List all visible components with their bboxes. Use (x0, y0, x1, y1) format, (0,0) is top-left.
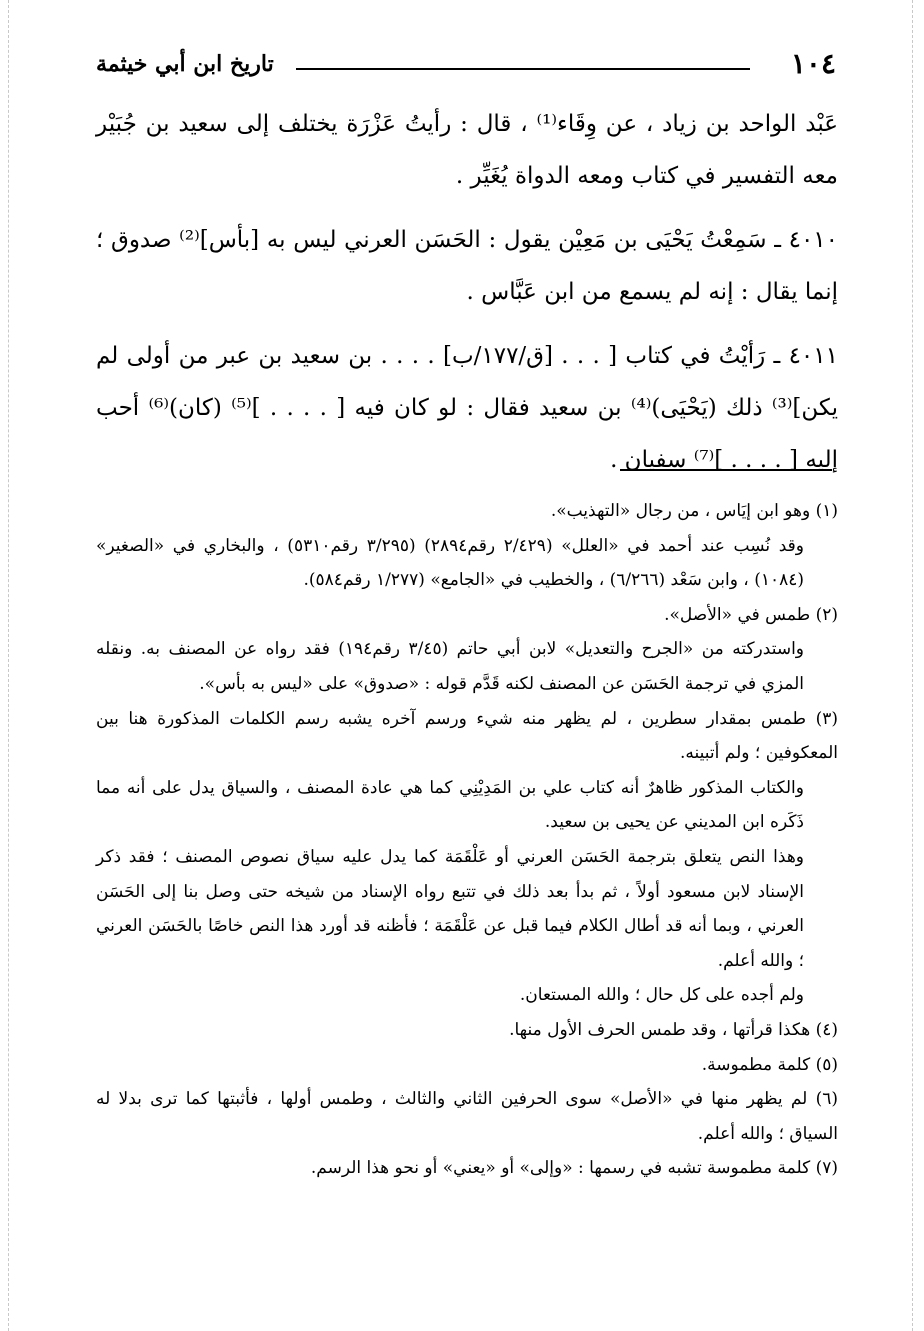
footnote: (٧) كلمة مطموسة تشبه في رسمها : «وإلى» أو «يعني» أو نحو هذا الرسم. (310, 1158, 838, 1179)
footnotes (96, 494, 838, 1186)
footnote: والكتاب المذكور ظاهرٌ أنه كتاب علي بن المَدِيْنِي كما هي عادة المصنف ، والسياق يدل على أنه مما ذَكَره ابن المديني عن يحيى بن سعيد. (96, 777, 804, 833)
footnote: وهذا النص يتعلق بترجمة الحَسَن العرني أو عَلْقَمَة كما يدل عليه سياق نصوص المصنف ؛ فقد ذكر الإسناد لابن مسعود أولاً ، ثم بدأ بعد ذلك في تتبع رواه الإسناد من شيخه حتى وصل بنا إلى الحَسَن العرني ، وبما أنه قد أطال الكلام فيما قبل عن عَلْقَمَة ؛ فأظنه قد أورد هذا النص خاصًا بالحَسَن العرني ؛ والله أعلم. (96, 846, 804, 971)
footnote: واستدركته من «الجرح والتعديل» لابن أبي حاتم (٣/٤٥ رقم١٩٤) فقد رواه عن المصنف به. ونقله المزي في ترجمة الحَسَن عن المصنف لكنه قَدَّم قوله : «صدوق» على «ليس به بأس». (96, 639, 804, 694)
footnote: (١) وهو ابن إيَاس ، من رجال «التهذيب». (550, 501, 838, 521)
page-header (96, 44, 836, 88)
scan-edge-right (912, 0, 914, 1331)
main-paragraph: عَبْد الواحد بن زياد ، عن وِقَاء⁽¹⁾ ، قال : رأيتُ عَزْرَة يختلف إلى سعيد بن جُبَيْر معه التفسير في كتاب ومعه الدواة يُغَيِّر . (96, 111, 838, 189)
footnote: ولم أجده على كل حال ؛ والله المستعان. (519, 985, 804, 1006)
footnote: (٣) طمس بمقدار سطرين ، لم يظهر منه شيء ورسم آخره يشبه رسم الكلمات المذكورة هنا بين المعكوفين ؛ ولم أتبينه. (96, 708, 838, 764)
main-text (96, 98, 838, 486)
header-rule (296, 68, 750, 70)
scan-edge-left (8, 0, 10, 1331)
main-paragraph: ٤٠١٠ ـ سَمِعْتُ يَحْيَى بن مَعِيْن يقول : الحَسَن العرني ليس به [بأس]⁽²⁾ صدوق ؛ إنما يقال : إنه لم يسمع من ابن عَبَّاس . (96, 227, 839, 305)
footnote: (٥) كلمة مطموسة. (701, 1054, 838, 1075)
footnote: (٤) هكذا قرأتها ، وقد طمس الحرف الأول منها. (509, 1019, 838, 1040)
main-paragraph: ٤٠١١ ـ رَأيْتُ في كتاب [ . . . [ق/١٧٧/ب] . . . . بن سعيد بن عبر من أولى لم يكن]⁽³⁾ ذلك (يَحْيَى)⁽⁴⁾ بن سعيد فقال : لو كان فيه [ . . . . ]⁽⁵⁾ (كان)⁽⁶⁾ أحب إليه [ . . . . ]⁽⁷⁾ سفيان . (96, 343, 838, 473)
footnote: وقد نُسِب عند أحمد في «العلل» (٢/٤٢٩ رقم٢٨٩٤) (٣/٢٩٥ رقم٥٣١٠) ، والبخاري في «الصغير» (١٠٨٤) ، وابن سَعْد (٦/٢٦٦) ، والخطيب في «الجامع» (١/٢٧٧ رقم٥٨٤). (96, 535, 804, 591)
page-number: ١٠٤ (790, 47, 836, 80)
running-title: تاريخ ابن أبي خيثمة (96, 51, 274, 77)
footnote: (٢) طمس في «الأصل». (664, 604, 838, 625)
footnote: (٦) لم يظهر منها في «الأصل» سوى الحرفين الثاني والثالث ، وطمس أولها ، فأثبتها كما ترى بدلا له السياق ؛ والله أعلم. (96, 1089, 838, 1144)
footnote-separator (620, 469, 832, 471)
